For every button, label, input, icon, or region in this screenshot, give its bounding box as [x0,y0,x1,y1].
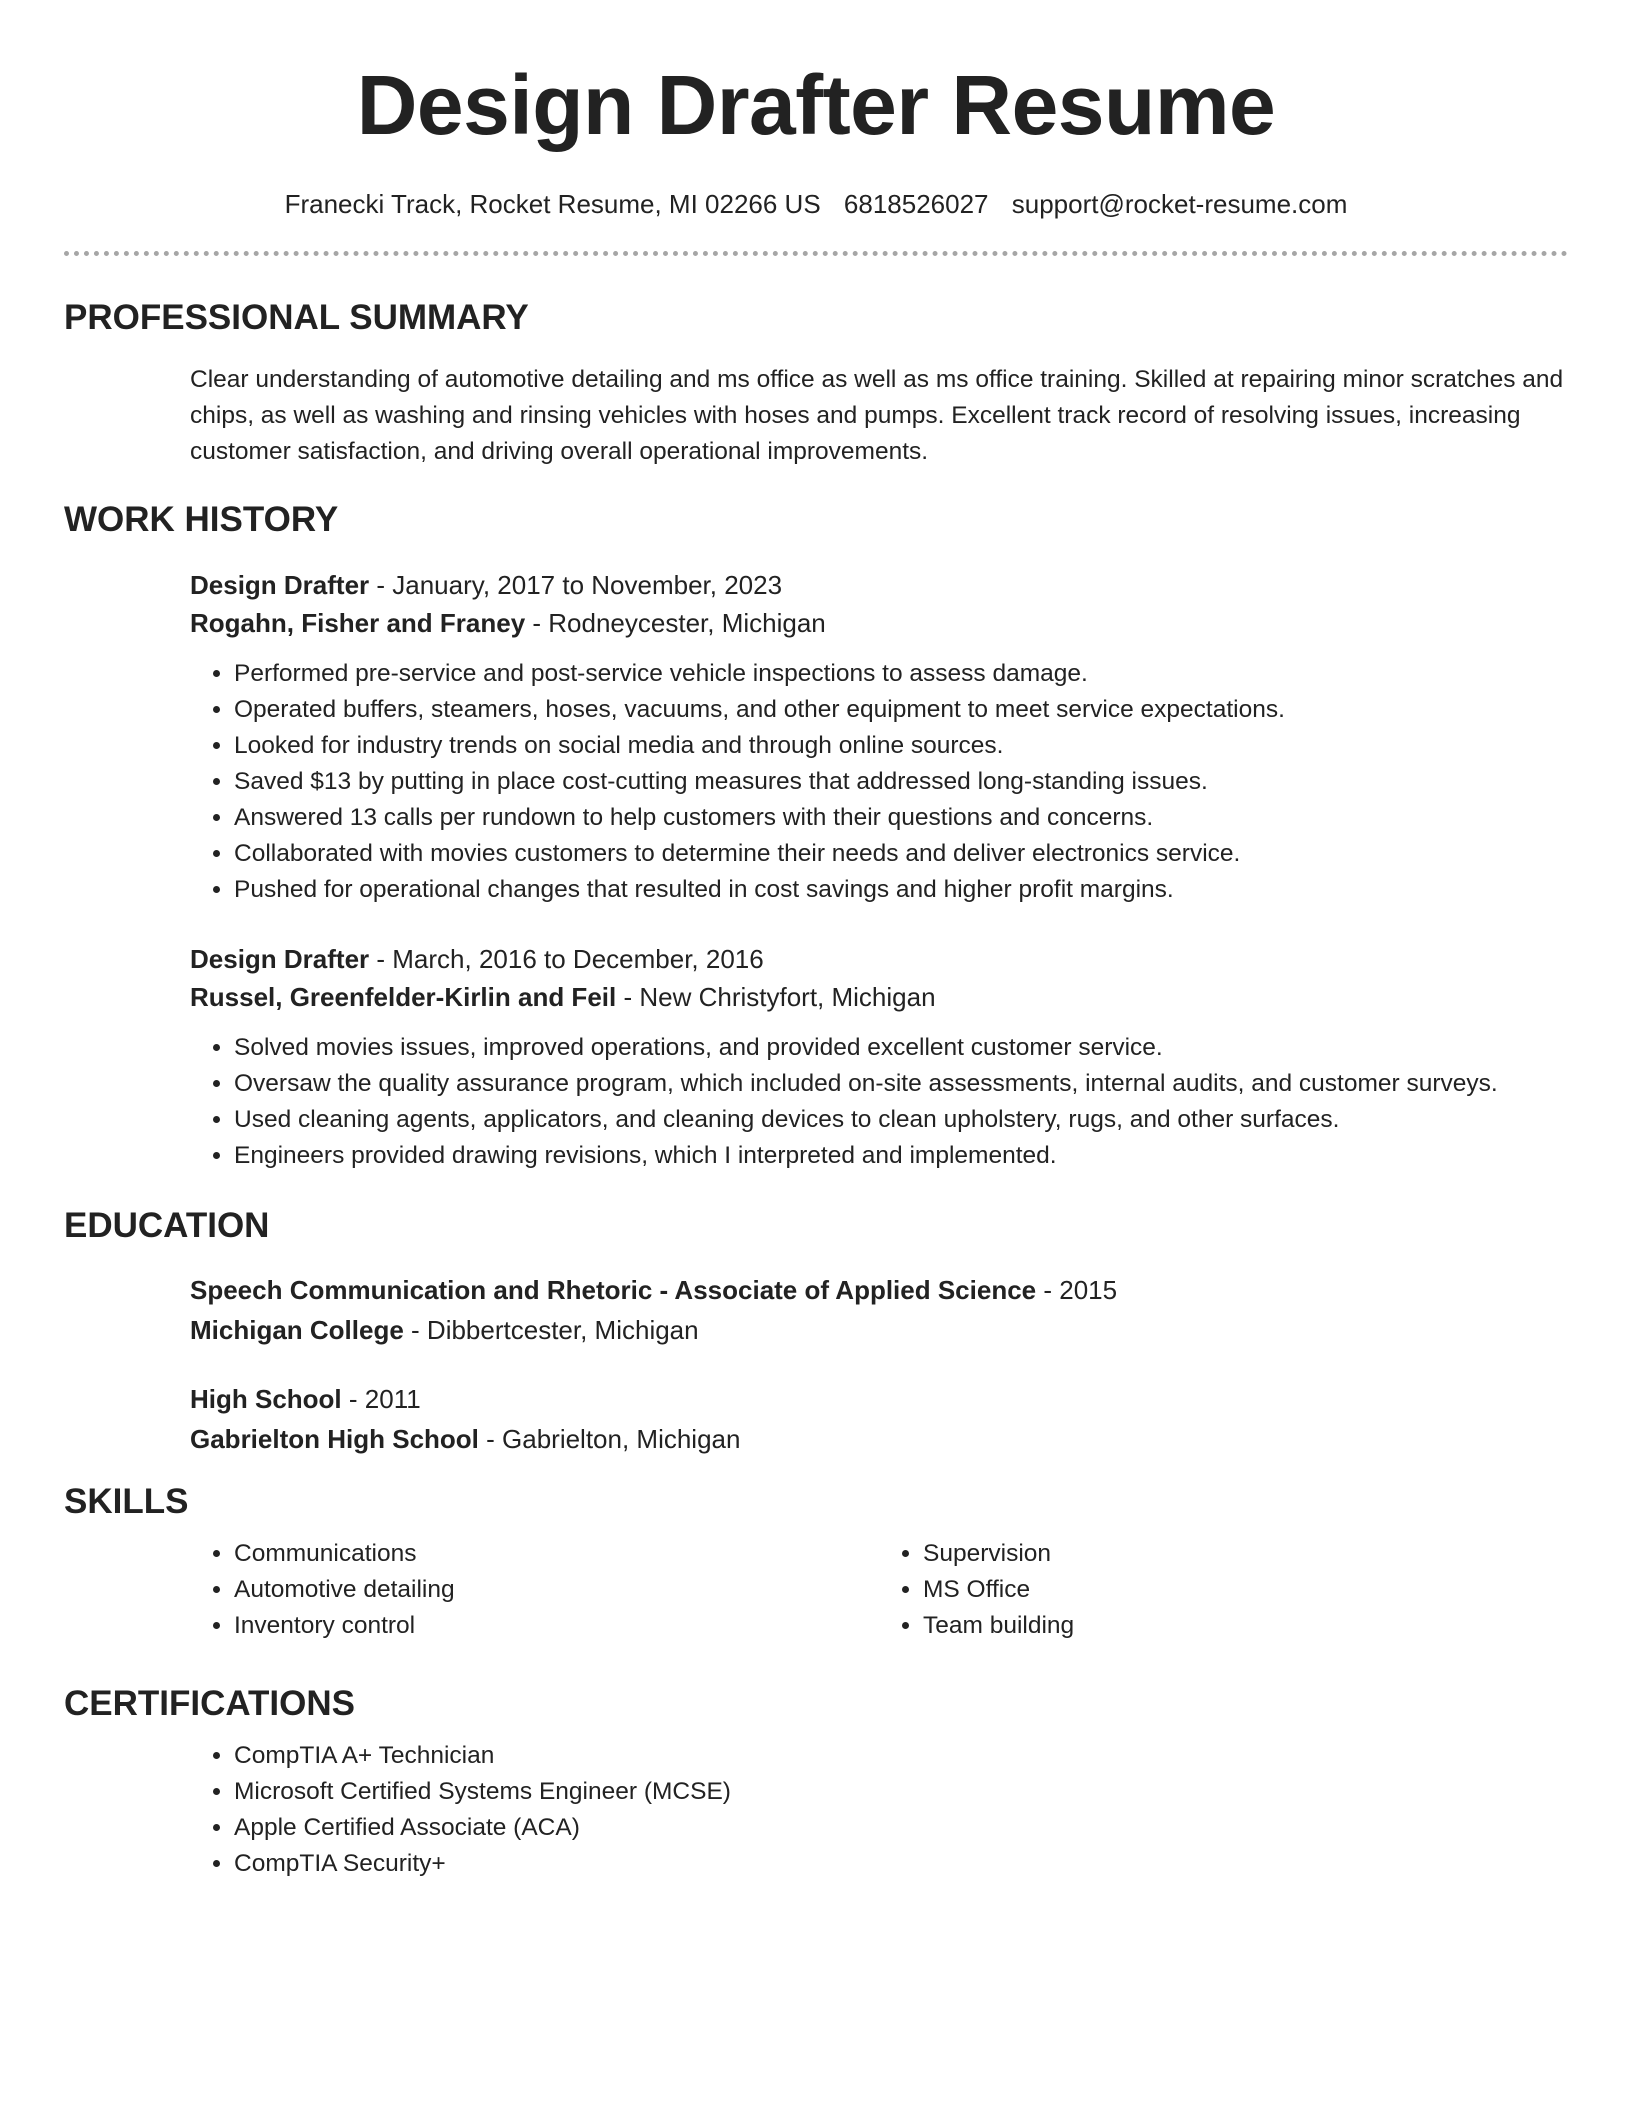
skills-section [64,1482,1568,1644]
list-item: • Oversaw the quality assurance program, which included on-site assessments, internal audits, and customer surveys. [234,1066,1568,1102]
list-item: • Used cleaning agents, applicators, and cleaning devices to clean upholstery, rugs, and other surfaces. [234,1102,1568,1138]
job-entry [190,940,1568,1174]
education-entry [190,1379,1568,1459]
education-degree-line [190,1270,1568,1310]
education-location: - Dibbertcester, Michigan [403,1315,699,1345]
list-item: • Team building [923,1608,1568,1644]
job-entry [190,566,1568,908]
education-location: - Gabrielton, Michigan [478,1424,741,1454]
list-item: • Performed pre-service and post-service vehicle inspections to assess damage. [234,656,1568,692]
job-location: - New Christyfort, Michigan [616,982,936,1012]
education-entry [190,1270,1568,1350]
list-item: • Solved movies issues, improved operations, and provided excellent customer service. [234,1030,1568,1066]
list-item: • Looked for industry trends on social media and through online sources. [234,728,1568,764]
education-degree: High School [190,1384,342,1414]
job-company: Russel, Greenfelder-Kirlin and Feil [190,982,617,1012]
page-title: Design Drafter Resume [356,58,1276,152]
skills-grid [190,1536,1568,1644]
job-dates: - March, 2016 to December, 2016 [369,944,764,974]
certifications-list [190,1738,1568,1882]
skills-list-right [879,1536,1568,1644]
education-degree: Speech Communication and Rhetoric - Associate of Applied Science [190,1275,1037,1305]
education-school: Michigan College [190,1315,404,1345]
list-item: • Pushed for operational changes that resulted in cost savings and higher profit margins. [234,872,1568,908]
contact-phone: 6818526027 [843,189,989,219]
education-heading: EDUCATION [64,1206,270,1245]
list-item: • Inventory control [234,1608,879,1644]
education-degree-line [190,1379,1568,1419]
certifications-heading: CERTIFICATIONS [64,1684,356,1723]
certifications-list-wrap [190,1738,1568,1882]
skills-heading: SKILLS [64,1482,189,1521]
list-item: • Engineers provided drawing revisions, which I interpreted and implemented. [234,1138,1568,1174]
summary-section [64,298,1568,470]
job-company-line [190,604,1568,642]
list-item: • Supervision [923,1536,1568,1572]
contact-email: support@rocket-resume.com [1011,189,1348,219]
job-company-line [190,978,1568,1016]
contact-line [0,188,1632,220]
education-year: - 2015 [1036,1275,1118,1305]
work-history-section [64,500,1568,1174]
job-title: Design Drafter [190,944,370,974]
list-item: • CompTIA A+ Technician [234,1738,1568,1774]
job-bullets [190,656,1568,908]
list-item: • Microsoft Certified Systems Engineer (MCSE) [234,1774,1568,1810]
contact-address: Franecki Track, Rocket Resume, MI 02266 US [284,189,821,219]
skills-list-left [190,1536,879,1644]
list-item: • Answered 13 calls per rundown to help customers with their questions and concerns. [234,800,1568,836]
education-school-line [190,1310,1568,1350]
job-title-line [190,940,1568,978]
list-item: • Collaborated with movies customers to determine their needs and deliver electronics service. [234,836,1568,872]
job-title: Design Drafter [190,570,370,600]
list-item: • Operated buffers, steamers, hoses, vacuums, and other equipment to meet service expectations. [234,692,1568,728]
summary-text: Clear understanding of automotive detailing and ms office as well as ms office training. Skilled at repairing minor scratches and chips, as well as washing and rinsing vehicles with hoses and pumps. Excellent track record of resolving issues, increasing customer satisfaction, and driving overall operational improvements. [190,366,1564,465]
list-item: • MS Office [923,1572,1568,1608]
job-bullets [190,1030,1568,1174]
list-item: • Saved $13 by putting in place cost-cutting measures that addressed long-standing issues. [234,764,1568,800]
education-school-line [190,1419,1568,1459]
summary-heading: PROFESSIONAL SUMMARY [64,298,529,337]
job-location: - Rodneycester, Michigan [525,608,826,638]
list-item: • Apple Certified Associate (ACA) [234,1810,1568,1846]
list-item: • Automotive detailing [234,1572,879,1608]
education-section [64,1206,1568,1459]
certifications-section [64,1684,1568,1882]
header-divider [64,251,1568,256]
job-company: Rogahn, Fisher and Franey [190,608,526,638]
list-item: • Communications [234,1536,879,1572]
education-year: - 2011 [341,1384,421,1414]
job-dates: - January, 2017 to November, 2023 [369,570,783,600]
work-history-heading: WORK HISTORY [64,500,339,539]
job-title-line [190,566,1568,604]
list-item: • CompTIA Security+ [234,1846,1568,1882]
education-school: Gabrielton High School [190,1424,479,1454]
